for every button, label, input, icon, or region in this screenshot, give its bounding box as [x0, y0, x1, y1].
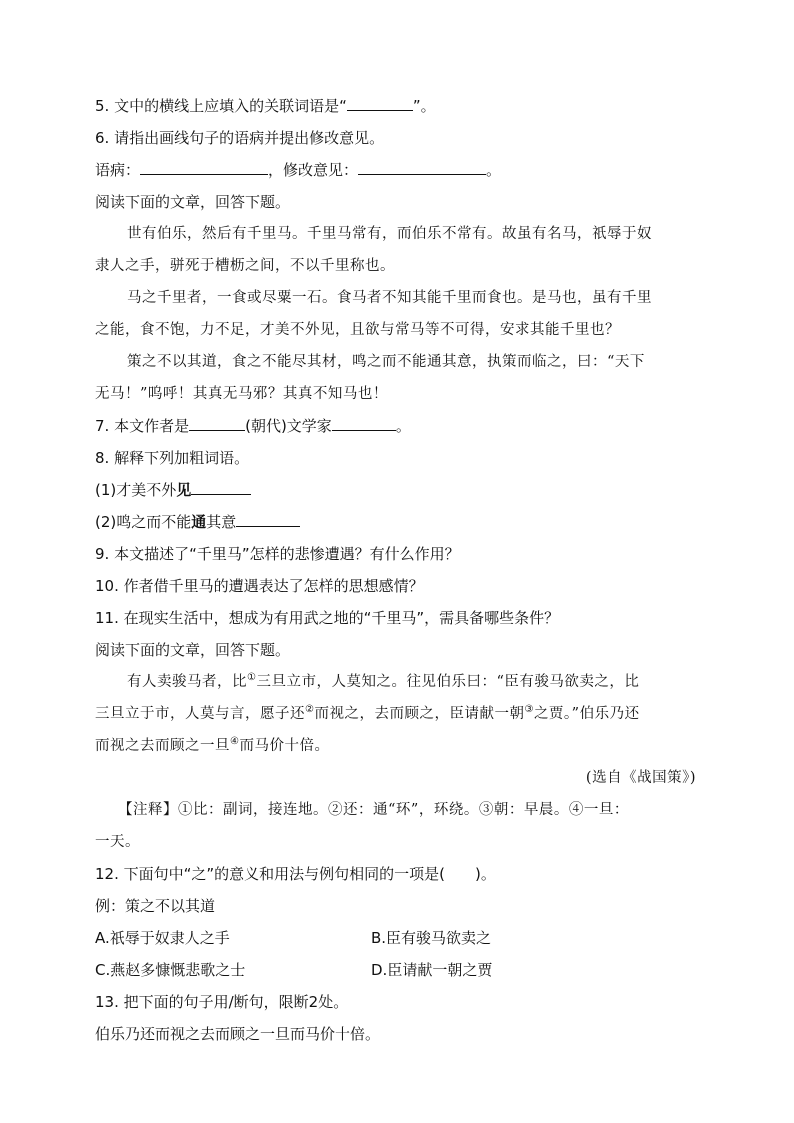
annotation-notes: 【注释】①比：副词，接连地。②还：通“环”，环绕。③朝：早晨。④一旦：: [118, 802, 629, 818]
answer-blank[interactable]: [236, 512, 300, 527]
option-b[interactable]: B.臣有骏马欲卖之: [371, 929, 492, 947]
question-12: 12. 下面句中“之”的意义和用法与例句相同的一项是( )。: [95, 865, 496, 883]
question-6: 6. 请指出画线句子的语病并提出修改意见。: [95, 129, 385, 147]
question-11: 11. 在现实生活中，想成为有用武之地的“千里马”，需具备哪些条件？: [95, 609, 560, 627]
option-d[interactable]: D.臣请献一朝之贾: [371, 961, 493, 979]
question-9: 9. 本文描述了“千里马”怎样的悲惨遭遇？有什么作用？: [95, 545, 460, 563]
question-13-sentence: 伯乐乃还而视之去而顾之一旦而马价十倍。: [95, 1025, 381, 1043]
passage-1-line: 隶人之手，骈死于槽枥之间，不以千里称也。: [95, 258, 395, 274]
passage-2-line: 三旦立于市，人莫与言，愿子还②而视之，去而顾之，臣请献一朝③之贾。”伯乐乃还: [95, 704, 640, 722]
author-blank[interactable]: [189, 416, 245, 431]
annotation-notes: 一天。: [95, 834, 140, 850]
writer-blank[interactable]: [332, 416, 396, 431]
question-10: 10. 作者借千里马的遭遇表达了怎样的思想感情？: [95, 577, 424, 595]
question-12-example: 例：策之不以其道: [95, 897, 216, 915]
option-c[interactable]: C.燕赵多慷慨悲歌之士: [95, 961, 246, 979]
question-8-item-2: (2)鸣之而不能通其意: [95, 512, 300, 532]
question-6-answer-line: 语病： ，修改意见： 。: [95, 161, 502, 179]
passage-1-line: 马之千里者，一食或尽粟一石。食马者不知其能千里而食也。是马也，虽有千里: [127, 290, 652, 306]
revision-answer-blank[interactable]: [358, 160, 486, 175]
option-a[interactable]: A.祇辱于奴隶人之手: [95, 929, 230, 947]
question-5: 5. 文中的横线上应填入的关联词语是“ ”。: [95, 97, 436, 115]
reading-instruction: 阅读下面的文章，回答下题。: [95, 641, 291, 659]
passage-1-line: 之能，食不饱，力不足，才美不外见，且欲与常马等不可得，安求其能千里也？: [95, 322, 620, 338]
reading-instruction: 阅读下面的文章，回答下题。: [95, 193, 291, 211]
passage-2-line: 有人卖骏马者，比①三旦立市，人莫知之。往见伯乐曰：“臣有骏马欲卖之，比: [127, 672, 640, 690]
question-7: 7. 本文作者是 (朝代)文学家 。: [95, 417, 411, 435]
passage-1-line: 无马！”呜呼！其真无马邪？其真不知马也！: [95, 386, 388, 402]
question-8: 8. 解释下列加粗词语。: [95, 449, 250, 467]
answer-blank[interactable]: [191, 480, 251, 495]
passage-1-line: 策之不以其道，食之不能尽其材，鸣之而不能通其意，执策而临之，曰：“天下: [127, 354, 645, 370]
options-row: [95, 928, 655, 948]
error-answer-blank[interactable]: [140, 160, 268, 175]
answer-blank[interactable]: [347, 96, 413, 111]
question-8-item-1: (1)才美不外见: [95, 480, 251, 500]
options-row: [95, 960, 655, 980]
passage-1-line: 世有伯乐，然后有千里马。千里马常有，而伯乐不常有。故虽有名马，祇辱于奴: [127, 226, 652, 242]
question-13: 13. 把下面的句子用/断句，限断2处。: [95, 993, 349, 1011]
passage-2-line: 而视之去而顾之一旦④而马价十倍。: [95, 736, 330, 754]
passage-source: (选自《战国策》): [585, 770, 696, 786]
